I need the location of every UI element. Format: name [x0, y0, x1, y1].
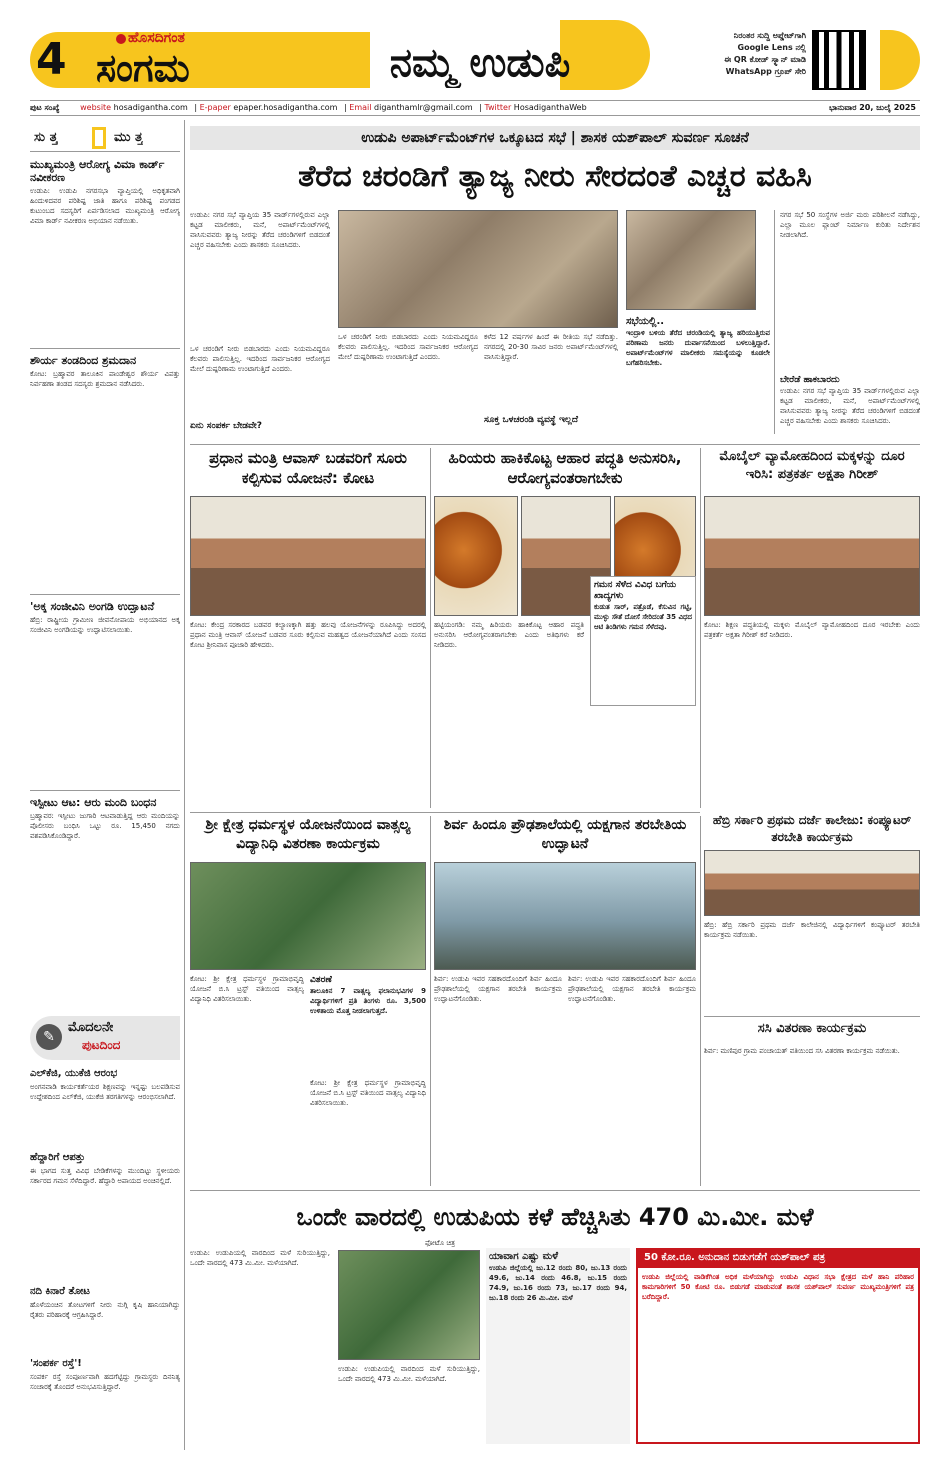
story-headline: ಶೌರ್ಯ ತಂಡದಿಂದ ಶ್ರಮದಾನ	[30, 354, 137, 367]
grant-box	[636, 1248, 920, 1444]
story-body: ಉಡುಪಿ: ಉಡುಪಿ ನಗರಸಭಾ ವ್ಯಾಪ್ತಿಯಲ್ಲಿ ಅಧಿಕೃತವಾಗಿ ಹಿಂದುಳಿದವರ ಪರಿಶಿಷ್ಟ ಜಾತಿ ಹಾಗೂ ಪರಿಶಿಷ್ಟ ಪಂಗಡದ ಕುಟುಂಬದ ಸದಸ್ಯರಿಗೆ ಏರ್ಪಡಿಸಲಾದ ಮುಖ್ಯಮಂತ್ರಿ ಆರೋಗ್ಯ ವಿಮಾ ಕಾರ್ಡ್ ನವೀಕರಣ ಅಭಿಯಾನ ನಡೆಯಿತು.	[30, 187, 180, 225]
lead-photo-2	[626, 210, 756, 310]
sidebar-story	[30, 600, 180, 775]
lead-subhead: ಸೂಕ್ತ ಒಳಚರಂಡಿ ವ್ಯವಸ್ಥೆ ಇಲ್ಲದೆ	[484, 415, 579, 425]
story-body: ಕೋಟ: ಬ್ರಹ್ಮಾವರ ತಾಲೂಕಿನ ಪಾಂಡೇಶ್ವರ ಶೌರ್ಯ ವಿಪತ್ತು ನಿರ್ವಹಣಾ ತಂಡದ ಸದಸ್ಯರು ಶ್ರಮದಾನ ನಡೆಸಿದರು.	[30, 370, 180, 388]
sidebar-story	[30, 796, 180, 991]
brand-big: ಸಂಗಮ	[96, 46, 190, 90]
story-photo	[190, 496, 426, 616]
story-box-body: ತಾಲೂಕಿನ 7 ವಾತ್ಸಲ್ಯ ಫಲಾನುಭವಿಗಳ 9 ವಿದ್ಯಾರ್ಥಿಗಳಿಗೆ ಪ್ರತಿ ತಿಂಗಳು ರೂ. 3,500 ಉಳಿತಾಯ ಮೊತ್ತ ನೀಡಲಾಗುತ್ತದೆ.	[310, 987, 426, 1015]
promo-line: ನಿರಂತರ ಸುದ್ದಿ ಅಪ್ಡೇಟ್‌ಗಾಗಿ	[733, 31, 806, 40]
section-title: ನಮ್ಮ ಉಡುಪಿ	[389, 40, 571, 86]
story-body: ಬ್ರಹ್ಮಾವರ: ಇಸ್ಪೀಟು ಜುಗಾರಿ ಆಟವಾಡುತ್ತಿದ್ದ ಆರು ಮಂದಿಯನ್ನು ಪೊಲೀಸರು ಬಂಧಿಸಿ ಒಟ್ಟು ರೂ. 15,450 ನಗದು ವಶಪಡಿಸಿಕೊಂಡಿದ್ದಾರೆ.	[30, 812, 180, 840]
story-headline: ಹೆಬ್ರಿ ಸರ್ಕಾರಿ ಪ್ರಥಮ ದರ್ಜೆ ಕಾಲೇಜು: ಕಂಪ್ಯೂಟರ್ ತರಬೇತಿ ಕಾರ್ಯಕ್ರಮ	[712, 813, 912, 844]
story-body: ಕೋಟ: ಕೇಂದ್ರ ಸರಕಾರದ ಬಡವರ ಕಲ್ಯಾಣಕ್ಕಾಗಿ ಹತ್ತು ಹಲವು ಯೋಜನೆಗಳನ್ನು ರೂಪಿಸಿದ್ದು ಅದರಲ್ಲಿ ಪ್ರಧಾನ ಮಂತ್ರಿ ಆವಾಸ್ ಯೋಜನೆ ಬಡವರ ಸೂರು ಕಲ್ಪಿಸುವ ಮಹತ್ವದ ಯೋಜನೆಯಾಗಿದೆ ಎಂದು ಸಂಸದ ಕೋಟ ಶ್ರೀನಿವಾಸ ಪೂಜಾರಿ ಹೇಳಿದರು.	[190, 621, 426, 649]
story-body: ಶಿರ್ವ: ಉಡುಪಿ ಇವರ ಸಹಕಾರದೊಂದಿಗೆ ಶಿರ್ವ ಹಿಂದೂ ಪ್ರೌಢಶಾಲೆಯಲ್ಲಿ ಯಕ್ಷಗಾನ ತರಬೇತಿ ಕಾರ್ಯಕ್ರಮ ಉದ್ಘಾಟನೆಗೊಂಡಿತು.	[434, 975, 562, 1003]
story-body: ಅಂಗನವಾಡಿ ಕಾರ್ಯಕರ್ತೆಯರ ಶಿಕ್ಷಣವನ್ನು ಇನ್ನಷ್ಟು ಬಲಪಡಿಸುವ ಉದ್ದೇಶದಿಂದ ಎಲ್‌ಕೆಜಿ, ಯುಕೆಜಿ ತರಗತಿಗಳನ್ನು ಆರಂಭಿಸಲಾಗಿದೆ.	[30, 1083, 180, 1101]
feature-title-b: ಪುಟದಿಂದ	[82, 1038, 121, 1052]
story-card	[190, 816, 426, 1186]
brand-logo-mark	[116, 34, 126, 44]
story-box	[590, 576, 696, 706]
rain-stats-box	[486, 1248, 630, 1444]
lead-headline: ತೆರೆದ ಚರಂಡಿಗೆ ತ್ಯಾಜ್ಯ ನೀರು ಸೇರದಂತೆ ಎಚ್ಚರ ವಹಿಸಿ	[298, 159, 812, 194]
lead-box-body: ಇಂದ್ರಾಳಿ ಬಳಿಯ ತೆರೆದ ಚರಂಡಿಯಲ್ಲಿ ತ್ಯಾಜ್ಯ ಹರಿಯುತ್ತಿರುವ ಪರಿಣಾಮ ಜನರು ದುರ್ವಾಸನೆಯಿಂದ ಬಳಲುತ್ತಿದ್ದಾರೆ. ಅಪಾರ್ಟ್‌ಮೆಂಟ್‌ಗಳ ಮಾಲೀಕರು ಸಮಸ್ಯೆಯನ್ನು ಕೂಡಲೇ ಬಗೆಹರಿಸಬೇಕು.	[626, 329, 770, 367]
lead-subhead: ಏನು ಸಂಪರ್ಕ ಬೇಡವೇ?	[190, 421, 262, 431]
lead-kicker: ಉಡುಪಿ ಅಪಾರ್ಟ್‌ಮೆಂಟ್‌ಗಳ ಒಕ್ಕೂಟದ ಸಭೆ | ಶಾಸಕ ಯಶ್‌ಪಾಲ್ ಸುವರ್ಣ ಸೂಚನೆ	[190, 126, 920, 150]
lead-body-5: ನಗರ ಸಭೆ 50 ಸಂಸ್ಥೆಗಳ ಅರ್ಜಿ ಮರು ಪರಿಶೀಲನೆ ನಡೆಸಿದ್ದು, ಎಲ್ಲಾ ಮೂಲ ಪ್ಲಾಂಟ್ ನಿರ್ಮಾಣ ಕುರಿತು ನಿರ್ದೇಶನ ನೀಡಲಾಗಿದೆ.	[780, 211, 920, 239]
lead-subhead: ಬೇರೆಡೆ ಹಾಕಬಾರದು	[780, 375, 840, 385]
feature-header	[30, 1016, 180, 1060]
story-box	[310, 974, 426, 1074]
epaper-label: E-paper	[199, 103, 231, 112]
story-card	[434, 816, 696, 1186]
promo-line: ಈ QR ಕೋಡ್ ಸ್ಕ್ಯಾನ್ ಮಾಡಿ	[724, 55, 806, 64]
sidebar-story	[30, 354, 180, 579]
twitter-link[interactable]: HosadiganthaWeb	[513, 103, 587, 112]
sidebar-story	[30, 158, 180, 326]
lead-body-4: ಕಳೆದ 12 ವರ್ಷಗಳ ಹಿಂದೆ ಈ ರೀತಿಯ ಸಭೆ ನಡೆದಿತ್ತು. ನಗರದಲ್ಲಿ 20-30 ಸಾವಿರ ಜನರು ಅಪಾರ್ಟ್‌ಮೆಂಟ್‌ಗಳಲ್ಲಿ ವಾಸಿಸುತ್ತಿದ್ದಾರೆ.	[484, 333, 618, 361]
bottom-story	[190, 1194, 920, 1450]
lead-story	[190, 120, 920, 440]
story-photo	[704, 850, 920, 916]
story-box-title: ವಿತರಣೆ	[310, 975, 332, 985]
brand-small: ಹೊಸದಿಗಂತ	[128, 30, 185, 46]
issue-date: ಭಾನುವಾರ 20, ಜುಲೈ 2025	[828, 103, 916, 112]
feature-story	[30, 1152, 180, 1286]
story-body: ಶಿರ್ವ: ಉಡುಪಿ ಇವರ ಸಹಕಾರದೊಂದಿಗೆ ಶಿರ್ವ ಹಿಂದೂ ಪ್ರೌಢಶಾಲೆಯಲ್ಲಿ ಯಕ್ಷಗಾನ ತರಬೇತಿ ಕಾರ್ಯಕ್ರಮ ಉದ್ಘಾಟನೆಗೊಂಡಿತು.	[568, 975, 696, 1003]
story-body: ಶಿರ್ವ: ಮಣಿಪುರ ಗ್ರಾಮ ಪಂಚಾಯತ್ ವತಿಯಿಂದ ಸಸಿ ವಿತರಣಾ ಕಾರ್ಯಕ್ರಮ ನಡೆಯಿತು.	[704, 1047, 900, 1055]
story-photo	[434, 862, 696, 970]
sidebar	[30, 120, 180, 1450]
twitter-label: Twitter	[484, 103, 512, 112]
masthead	[0, 0, 945, 100]
grant-box-title: 50 ಕೋ.ರೂ. ಅನುದಾನ ಬಿಡುಗಡೆಗೆ ಯಶ್‌ಪಾಲ್ ಪತ್ರ	[638, 1250, 918, 1268]
rain-photo	[338, 1250, 480, 1360]
lead-body-6: ಉಡುಪಿ: ನಗರ ಸಭೆ ವ್ಯಾಪ್ತಿಯ 35 ವಾರ್ಡ್‌ಗಳಲ್ಲಿರುವ ಎಲ್ಲಾ ಕಟ್ಟಡ ಮಾಲೀಕರು, ಮನೆ, ಅಪಾರ್ಟ್‌ಮೆಂಟ್‌ಗಳಲ್ಲಿ ವಾಸಿಸುವವರು ತ್ಯಾಜ್ಯ ನೀರನ್ನು ತೆರೆದ ಚರಂಡಿಗಳಿಗೆ ಬಿಡದಂತೆ ಎಚ್ಚರ ವಹಿಸಬೇಕು ಎಂದು ಶಾಸಕರು ಸೂಚಿಸಿದರು.	[780, 387, 920, 425]
email-link[interactable]: diganthamlr@gmail.com	[374, 103, 473, 112]
feature-story	[30, 1068, 180, 1152]
photo-credit: ಫೋಟೊ ಚಿತ್ರ	[424, 1239, 456, 1247]
info-strip: ಪುಟ ಸಂಖ್ಯೆ website hosadigantha.com | E-paper epaper.hosadigantha.com | Email diganthamlr@gmail.com | Twitter HosadiganthaWeb ಭಾನುವಾರ 20, ಜುಲೈ 2025	[30, 100, 920, 116]
story-headline: ಎಲ್‌ಕೆಜಿ, ಯುಕೆಜಿ ಆರಂಭ	[30, 1068, 118, 1079]
lead-body-3: ಒಳ ಚರಂಡಿಗೆ ನೀರು ಬಿಡಬಾರದು ಎಂದು ನಿಯಮವಿದ್ದರೂ ಕೆಲವರು ಪಾಲಿಸುತ್ತಿಲ್ಲ. ಇದರಿಂದ ಸಾರ್ವಜನಿಕರ ಆರೋಗ್ಯದ ಮೇಲೆ ದುಷ್ಪರಿಣಾಮ ಉಂಟಾಗುತ್ತಿದೆ ಎಂದರು.	[338, 333, 478, 361]
story-headline: ಪ್ರಧಾನ ಮಂತ್ರಿ ಆವಾಸ್ ಬಡವರಿಗೆ ಸೂರು ಕಲ್ಪಿಸುವ ಯೋಜನೆ: ಕೋಟ	[209, 449, 407, 487]
story-body: ಕೋಟ: ಶಿಕ್ಷಣ ಪದ್ಧತಿಯಲ್ಲಿ ಮಕ್ಕಳು ಮೊಬೈಲ್ ವ್ಯಾಮೋಹದಿಂದ ದೂರ ಇರಬೇಕು ಎಂದು ಪತ್ರಕರ್ತೆ ಅಕ್ಷತಾ ಗಿರೀಶ್ ಕರೆ ನೀಡಿದರು.	[704, 621, 920, 639]
story-headline: ಸಸಿ ವಿತರಣಾ ಕಾರ್ಯಕ್ರಮ	[757, 1021, 867, 1036]
feature-story	[30, 1358, 180, 1452]
rain-box-title: ಯಾವಾಗ ಎಷ್ಟು ಮಳೆ	[489, 1251, 559, 1262]
feature-title-a: ಮೊದಲನೇ	[68, 1020, 114, 1035]
story-headline: ಮುಖ್ಯಮಂತ್ರಿ ಆರೋಗ್ಯ ವಿಮಾ ಕಾರ್ಡ್ ನವೀಕರಣ	[30, 158, 165, 184]
story-body: ಹೊಳೆಯಂಚಿನ ತೋಟಗಳಿಗೆ ನೀರು ನುಗ್ಗಿ ಕೃಷಿ ಹಾನಿಯಾಗಿದ್ದು ರೈತರು ಪರಿಹಾರಕ್ಕೆ ಆಗ್ರಹಿಸಿದ್ದಾರೆ.	[30, 1301, 180, 1319]
qr-code-icon[interactable]	[812, 30, 866, 90]
strip-page-label: ಪುಟ ಸಂಖ್ಯೆ	[30, 103, 60, 112]
story-body: ಹೆಬ್ರಿ: ಹೆಬ್ರಿ ಸರ್ಕಾರಿ ಪ್ರಥಮ ದರ್ಜೆ ಕಾಲೇಜಿನಲ್ಲಿ ವಿದ್ಯಾರ್ಥಿಗಳಿಗೆ ಕಂಪ್ಯೂಟರ್ ತರಬೇತಿ ಕಾರ್ಯಕ್ರಮ ನಡೆಯಿತು.	[704, 921, 920, 939]
story-photo	[704, 496, 920, 616]
story-photo	[190, 862, 426, 970]
website-link[interactable]: hosadigantha.com	[113, 103, 188, 112]
story-headline: ನದಿ ಕಿನಾರೆ ತೋಟ	[30, 1286, 90, 1297]
rain-box-body: ಉಡುಪಿ ಜಿಲ್ಲೆಯಲ್ಲಿ ಜು.12 ರಂದು 80, ಜು.13 ರಂದು 49.6, ಜು.14 ರಂದು 46.8, ಜು.15 ರಂದು 74.9, ಜು.16 ರಂದು 73, ಜು.17 ರಂದು 94, ಜು.18 ರಂದು 26 ಮಿ.ಮೀ. ಮಳೆ	[489, 1264, 627, 1302]
lead-box	[626, 316, 770, 434]
story-headline: ಶಿರ್ವ ಹಿಂದೂ ಪ್ರೌಢಶಾಲೆಯಲ್ಲಿ ಯಕ್ಷಗಾನ ತರಬೇತಿಯ ಉದ್ಘಾಟನೆ	[443, 817, 687, 852]
lead-body-2: ಒಳ ಚರಂಡಿಗೆ ನೀರು ಬಿಡಬಾರದು ಎಂದು ನಿಯಮವಿದ್ದರೂ ಕೆಲವರು ಪಾಲಿಸುತ್ತಿಲ್ಲ. ಇದರಿಂದ ಸಾರ್ವಜನಿಕರ ಆರೋಗ್ಯದ ಮೇಲೆ ದುಷ್ಪರಿಣಾಮ ಉಂಟಾಗುತ್ತಿದೆ ಎಂದರು.	[190, 345, 330, 373]
story-body: ಹಟ್ಟಿಯಂಗಡಿ: ನಮ್ಮ ಹಿರಿಯರು ಹಾಕಿಕೊಟ್ಟ ಆಹಾರ ಪದ್ಧತಿ ಅನುಸರಿಸಿ ಆರೋಗ್ಯವಂತರಾಗಬೇಕು ಎಂದು ಅತಿಥಿಗಳು ಕರೆ ನೀಡಿದರು.	[434, 621, 584, 649]
story-headline: ಇಸ್ಪೀಟು ಆಟ: ಆರು ಮಂದಿ ಬಂಧನ	[30, 796, 157, 809]
story-headline: ಶ್ರೀ ಕ್ಷೇತ್ರ ಧರ್ಮಸ್ಥಳ ಯೋಜನೆಯಿಂದ ವಾತ್ಸಲ್ಯ ವಿದ್ಯಾನಿಧಿ ವಿತರಣಾ ಕಾರ್ಯಕ್ರಮ	[205, 817, 411, 852]
masthead-yellow-band	[30, 32, 370, 88]
pencil-icon: ✎	[36, 1024, 62, 1050]
story-body: ಸಂಪರ್ಕ ರಸ್ತೆ ಸಂಪೂರ್ಣವಾಗಿ ಹದಗೆಟ್ಟಿದ್ದು ಗ್ರಾಮಸ್ಥರು ದಿನನಿತ್ಯ ಸಂಚಾರಕ್ಕೆ ತೊಂದರೆ ಅನುಭವಿಸುತ್ತಿದ್ದಾರೆ.	[30, 1373, 180, 1391]
story-card	[704, 1020, 920, 1186]
column-title-b: ಮು ತ್ತ	[114, 130, 144, 145]
grant-box-body: ಉಡುಪಿ ಜಿಲ್ಲೆಯಲ್ಲಿ ವಾಡಿಕೆಗಿಂತ ಅಧಿಕ ಮಳೆಯಾಗಿದ್ದು ಉಡುಪಿ ವಿಧಾನ ಸಭಾ ಕ್ಷೇತ್ರದ ಮಳೆ ಹಾನಿ ಪರಿಹಾರ ಕಾಮಗಾರಿಗಳಿಗೆ 50 ಕೋಟಿ ರೂ. ಬಿಡುಗಡೆ ಮಾಡುವಂತೆ ಶಾಸಕ ಯಶ್‌ಪಾಲ್ ಸುವರ್ಣ ಮುಖ್ಯಮಂತ್ರಿಗಳಿಗೆ ಪತ್ರ ಬರೆದಿದ್ದಾರೆ.	[642, 1273, 914, 1301]
story-card	[704, 448, 920, 808]
story-headline: ಹಿರಿಯರು ಹಾಕಿಕೊಟ್ಟ ಆಹಾರ ಪದ್ಧತಿ ಅನುಸರಿಸಿ, ಆರೋಗ್ಯವಂತರಾಗಬೇಕು	[448, 449, 682, 487]
email-label: Email	[349, 103, 372, 112]
story-body: ಹೆಬ್ರಿ: ರಾಷ್ಟ್ರೀಯ ಗ್ರಾಮೀಣ ಜೀವನೋಪಾಯ ಅಭಿಯಾನದ ಅಕ್ಕ ಸಂಜೀವಿನಿ ಅಂಗಡಿಯನ್ನು ಉದ್ಘಾಟಿಸಲಾಯಿತು.	[30, 616, 180, 634]
website-label: website	[80, 103, 112, 112]
book-icon	[92, 127, 106, 149]
story-body: ಈ ಭಾಗದ ಸುತ್ತ ವಿವಿಧ ಬೇಡಿಕೆಗಳನ್ನು ಮುಂದಿಟ್ಟು ಸ್ಥಳೀಯರು ಸರ್ಕಾರದ ಗಮನ ಸೆಳೆದಿದ್ದಾರೆ. ಹೆದ್ದಾರಿ ಅಪಾಯದ ಅಂಚಿನಲ್ಲಿದೆ.	[30, 1167, 180, 1185]
sidebar-header	[30, 124, 180, 152]
bottom-headline: ಒಂದೇ ವಾರದಲ್ಲಿ ಉಡುಪಿಯ ಕಳೆ ಹೆಚ್ಚಿಸಿತು 470 ಮಿ.ಮೀ. ಮಳೆ	[296, 1203, 814, 1231]
story-headline: 'ಸಂಪರ್ಕ ರಸ್ತೆ'!	[30, 1358, 82, 1369]
story-box-title: ಗಮನ ಸೆಳೆದ ವಿವಿಧ ಬಗೆಯ ಖಾದ್ಯಗಳು	[594, 580, 677, 601]
epaper-link[interactable]: epaper.hosadigantha.com	[233, 103, 338, 112]
lead-body-1: ಉಡುಪಿ: ನಗರ ಸಭೆ ವ್ಯಾಪ್ತಿಯ 35 ವಾರ್ಡ್‌ಗಳಲ್ಲಿರುವ ಎಲ್ಲಾ ಕಟ್ಟಡ ಮಾಲೀಕರು, ಮನೆ, ಅಪಾರ್ಟ್‌ಮೆಂಟ್‌ಗಳಲ್ಲಿ ವಾಸಿಸುವವರು ತ್ಯಾಜ್ಯ ನೀರನ್ನು ತೆರೆದ ಚರಂಡಿಗಳಿಗೆ ಬಿಡದಂತೆ ಎಚ್ಚರ ವಹಿಸಬೇಕು ಎಂದು ಶಾಸಕರು ಸೂಚಿಸಿದರು.	[190, 211, 330, 249]
promo-line: Google Lens ನಲ್ಲಿ	[737, 43, 806, 52]
corner-yellow	[880, 30, 920, 90]
feature-story	[30, 1286, 180, 1360]
column-title-a: ಸು ತ್ತ	[34, 130, 58, 145]
story-box-body: ಕುಡುತ ಸಾರ್, ಪತ್ರೊಡೆ, ಕೆಸುವಿನ ಗಟ್ಟಿ, ಮುಳ್ಳು ಸೌತೆ ದೋಸೆ ಸೇರಿದಂತೆ 35 ವಿಧದ ಆಟಿ ತಿಂಡಿಗಳು ಗಮನ ಸೆಳೆದವು.	[594, 603, 692, 631]
page-number: 4	[36, 34, 67, 85]
story-card	[434, 448, 696, 808]
promo-block	[668, 30, 806, 78]
story-body: ಕೋಟ: ಶ್ರೀ ಕ್ಷೇತ್ರ ಧರ್ಮಸ್ಥಳ ಗ್ರಾಮಾಭಿವೃದ್ಧಿ ಯೋಜನೆ ಬಿ.ಸಿ ಟ್ರಸ್ಟ್ ವತಿಯಿಂದ ವಾತ್ಸಲ್ಯ ವಿದ್ಯಾನಿಧಿ ವಿತರಿಸಲಾಯಿತು.	[190, 975, 304, 1003]
bottom-body: ಉಡುಪಿ: ಉಡುಪಿಯಲ್ಲಿ ವಾರದಿಂದ ಮಳೆ ಸುರಿಯುತ್ತಿದ್ದು, ಒಂದೇ ವಾರದಲ್ಲಿ 473 ಮಿ.ಮೀ. ಮಳೆಯಾಗಿದೆ.	[338, 1365, 480, 1383]
story-card	[704, 812, 920, 1012]
promo-line: WhatsApp ಗ್ರೂಪ್ ಸೇರಿ	[725, 67, 806, 76]
bottom-body: ಉಡುಪಿ: ಉಡುಪಿಯಲ್ಲಿ ವಾರದಿಂದ ಮಳೆ ಸುರಿಯುತ್ತಿದ್ದು, ಒಂದೇ ವಾರದಲ್ಲಿ 473 ಮಿ.ಮೀ. ಮಳೆಯಾಗಿದೆ.	[190, 1249, 330, 1267]
story-card	[190, 448, 426, 808]
story-headline: ಹೆದ್ದಾರಿಗೆ ಆಪತ್ತು	[30, 1152, 86, 1163]
story-headline: ಮೊಬೈಲ್ ವ್ಯಾಮೋಹದಿಂದ ಮಕ್ಕಳನ್ನು ದೂರ ಇರಿಸಿ: ಪತ್ರಕರ್ತ ಅಕ್ಷತಾ ಗಿರೀಶ್	[719, 449, 905, 482]
lead-photo	[338, 210, 618, 328]
lead-box-title: ಸಭೆಯಲ್ಲಿ..	[626, 316, 665, 327]
story-body: ಕೋಟ: ಶ್ರೀ ಕ್ಷೇತ್ರ ಧರ್ಮಸ್ಥಳ ಗ್ರಾಮಾಭಿವೃದ್ಧಿ ಯೋಜನೆ ಬಿ.ಸಿ ಟ್ರಸ್ಟ್ ವತಿಯಿಂದ ವಾತ್ಸಲ್ಯ ವಿದ್ಯಾನಿಧಿ ವಿತರಿಸಲಾಯಿತು.	[310, 1079, 426, 1107]
story-photo	[434, 496, 518, 616]
story-headline: 'ಅಕ್ಕ ಸಂಜೀವಿನಿ ಅಂಗಡಿ ಉದ್ಘಾಟನೆ	[30, 600, 155, 613]
